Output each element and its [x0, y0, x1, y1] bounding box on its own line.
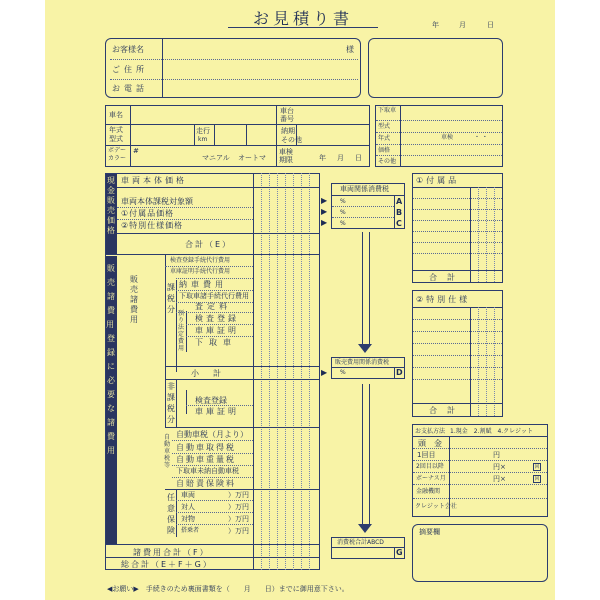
- down-arrow-2: [362, 384, 370, 526]
- weight-tax-label: 自動車重量税: [176, 455, 236, 464]
- insp-year: 年: [319, 154, 326, 162]
- inspection-label: 車検期限: [279, 148, 293, 164]
- total-e-label: 合計（E）: [185, 240, 233, 249]
- remarks-title: 摘要欄: [419, 528, 440, 536]
- payment-box: [412, 424, 548, 517]
- accessory-price-label: ①付属品価格: [121, 209, 175, 218]
- accessories-title: ①付属品: [416, 176, 460, 185]
- expense-item-7: 車庫証明: [195, 326, 239, 335]
- year-label: 年式: [109, 126, 123, 134]
- mileage-label: 走行: [196, 127, 210, 135]
- footer-note: ◀お願い▶ 手続きのため裏面書類を（ 月 日）までに御用意下さい。: [107, 585, 349, 593]
- pct-b: %: [340, 209, 346, 216]
- model-label: 型式: [109, 135, 123, 143]
- auto-tax-label: 自動車税（月より）: [176, 430, 248, 439]
- payment-first: 1回目: [417, 451, 436, 459]
- km-label: km: [198, 136, 208, 143]
- date-month: 月: [459, 21, 466, 29]
- payment-second-times: 回: [534, 464, 540, 470]
- payment-options[interactable]: 1.現金 2.割賦 4.クレジット: [450, 428, 534, 435]
- ins-item-3: 対物: [181, 515, 195, 523]
- subtotal-label: 小計: [191, 369, 235, 378]
- title-underline: [228, 27, 378, 28]
- ins-item-2: 対人: [181, 503, 195, 511]
- auto-label: オートマ: [238, 154, 266, 162]
- hash-label: #: [133, 147, 139, 155]
- expense-item-8: 下取車: [195, 338, 237, 347]
- payment-bonus-yen: 円×: [493, 475, 506, 483]
- customer-address-label: ご住所: [112, 65, 148, 74]
- ins-item-4: 搭乗者: [181, 527, 200, 534]
- down-arrow-1: [362, 232, 370, 346]
- special-title: ②特別仕様: [416, 295, 471, 304]
- payment-second-yen: 円×: [493, 463, 506, 471]
- date-day: 日: [487, 21, 494, 29]
- accessories-total: 合計: [429, 273, 465, 282]
- tax-total-box: [331, 537, 405, 559]
- payment-credit: クレジット会社: [415, 503, 457, 510]
- remarks-box[interactable]: [412, 524, 548, 582]
- letter-b: B: [396, 208, 403, 217]
- body-color-label: ボデーカラー: [108, 147, 127, 162]
- sales-cost-label: 販売諸費用: [130, 275, 138, 324]
- estimate-sheet: お見積り書 年 月 日 お客様名 様 ご住所 お電話 車名 車台番号 年式 型式 走行 km 納期 その他 ボデーカラー # マニアル オートマ 車検期限 年 月 日 下取車 型式 年式 車検 ・ ・ 価格 その他 現金販売価格 販売諸費用・登録に必要な諸費用 車両本体価格 車両本体課税対象額 ①付属品価格 ②特別仕様価格 合計（E） 販売諸費用 課税分 預り法定費用 検査登録手続代行費用 車庫証明手続代行費用 納車費用 下取車諸手続代行費用 査定料 検査登録 車庫証明 下取車 小計 非課税分 検査登録 車庫証明 自動車税等 自動車税（月より） 自動車取得税 自動車重量税 下取車未納自動車税 自賠責保険料 任意保険 車両 ）万円 対人 ）万円 対物 ）万円 搭乗者 ）万円 諸費用合計（F） 総合計（E＋F＋G） 車両関係消費税 % % % A B C ▶ ▶ ▶ 販売費用関係消費税 % D ▶ 消費税合計ABCD G ①付属品 合計 ②特別仕様 合計 お支払方法 1.現金 2.割賦 4.クレジット 頭金 1回目 円 2回目以降 円× 回 ボーナス月 円× 回 金融機関 クレジット会社 摘要欄 ◀お願い▶ 手続きのため裏面書類を（ 月 日）までに御用意下さい。: [45, 0, 555, 600]
- letter-d: D: [396, 368, 403, 377]
- customer-phone-field[interactable]: [166, 81, 356, 96]
- vehicle-tax-label: 車両関係消費税: [340, 185, 389, 193]
- nt-item-1: 検査登録: [195, 396, 227, 405]
- expense-item-1: 検査登録手続代行費用: [170, 257, 231, 264]
- insp-month: 月: [337, 154, 344, 162]
- vehicle-tax-box: [331, 183, 405, 229]
- acq-tax-label: 自動車取得税: [176, 443, 236, 452]
- vehicle-box: [105, 105, 370, 167]
- grand-total-label: 総合計（E＋F＋G）: [121, 560, 213, 569]
- pct-d: %: [340, 369, 346, 376]
- down-arrow-2-head: [358, 524, 372, 533]
- auto-tax-band: 自動車税等: [163, 434, 170, 469]
- ins-item-1-unit: ）万円: [228, 491, 249, 499]
- payment-bonus-times: 回: [534, 476, 540, 482]
- trade-in-price: 価格: [378, 147, 391, 154]
- trade-in-inspect: 車検: [441, 134, 454, 141]
- payment-method-label: お支払方法: [415, 428, 446, 435]
- customer-box: [105, 38, 361, 98]
- tax-total-label: 消費税合計ABCD: [337, 539, 384, 546]
- sales-tax-label: 販売費用関係消費税: [335, 359, 390, 366]
- trade-in-year: 年式: [378, 135, 391, 142]
- date-year: 年: [432, 21, 439, 29]
- special-box: [412, 290, 503, 417]
- pct-c: %: [340, 220, 346, 227]
- expense-item-4: 下取車諸手続代行費用: [179, 292, 249, 300]
- customer-address-field[interactable]: [166, 61, 356, 77]
- sales-tax-box: [331, 357, 405, 379]
- car-name-label: 車名: [109, 111, 123, 119]
- other-label: その他: [281, 136, 302, 144]
- page-title: お見積り書: [252, 9, 353, 28]
- insp-day: 日: [355, 154, 362, 162]
- manual-label: マニアル: [202, 154, 230, 162]
- nontaxed-label: 非課税分: [167, 382, 175, 424]
- payment-second: 2回目以降: [416, 463, 444, 470]
- customer-name-field[interactable]: [166, 41, 338, 57]
- expenses-band-label: 販売諸費用・登録に必要な諸費用: [106, 264, 122, 455]
- special-price-label: ②特別仕様価格: [121, 221, 184, 230]
- delivery-label: 納期: [281, 127, 295, 135]
- payment-bonus: ボーナス月: [416, 475, 446, 482]
- expense-item-5: 査定料: [195, 302, 231, 311]
- unpaid-tax-label: 下取車未納自動車税: [176, 467, 239, 475]
- expense-item-6: 検査登録: [195, 314, 239, 323]
- insurance-band: 任意保険: [167, 493, 175, 535]
- ins-item-1: 車両: [181, 491, 195, 499]
- payment-head: 頭金: [418, 439, 450, 448]
- expense-item-2: 車庫証明手続代行費用: [170, 268, 231, 275]
- ins-item-2-unit: ）万円: [228, 503, 249, 511]
- legal-fee-label: 預り法定費用: [177, 310, 184, 352]
- customer-name-label: お客様名: [112, 45, 144, 54]
- payment-bank: 金融機関: [416, 488, 441, 495]
- taxed-label: 課税分: [167, 283, 175, 314]
- trade-in-model: 型式: [378, 123, 391, 130]
- trade-in-label: 下取車: [378, 107, 397, 114]
- trade-in-other: その他: [378, 158, 397, 165]
- special-total: 合計: [429, 406, 465, 415]
- total-f-label: 諸費用合計（F）: [133, 548, 210, 557]
- reg-no-label: 車台番号: [280, 107, 294, 123]
- down-arrow-1-head: [358, 344, 372, 353]
- expense-item-3: 納車費用: [179, 280, 227, 289]
- customer-phone-label: お電話: [112, 84, 148, 93]
- cal-label: 自賠責保険料: [176, 479, 236, 488]
- letter-a: A: [396, 197, 403, 206]
- ins-item-4-unit: ）万円: [228, 527, 249, 535]
- letter-c: C: [396, 219, 402, 228]
- nt-item-2: 車庫証明: [195, 407, 239, 416]
- pct-a: %: [340, 198, 346, 205]
- taxable-label: 車両本体課税対象額: [121, 197, 193, 206]
- trade-in-box: [375, 105, 503, 167]
- accessories-box: [412, 173, 503, 283]
- payment-first-yen: 円: [493, 451, 500, 459]
- base-price-label: 車両本体価格: [121, 176, 187, 185]
- dealer-box[interactable]: [368, 38, 503, 98]
- letter-g: G: [396, 548, 403, 557]
- trade-in-dots: ・ ・: [474, 134, 488, 141]
- ins-item-3-unit: ）万円: [228, 515, 249, 523]
- cash-price-band-label: 現金販売価格: [107, 176, 115, 235]
- honorific: 様: [346, 45, 354, 54]
